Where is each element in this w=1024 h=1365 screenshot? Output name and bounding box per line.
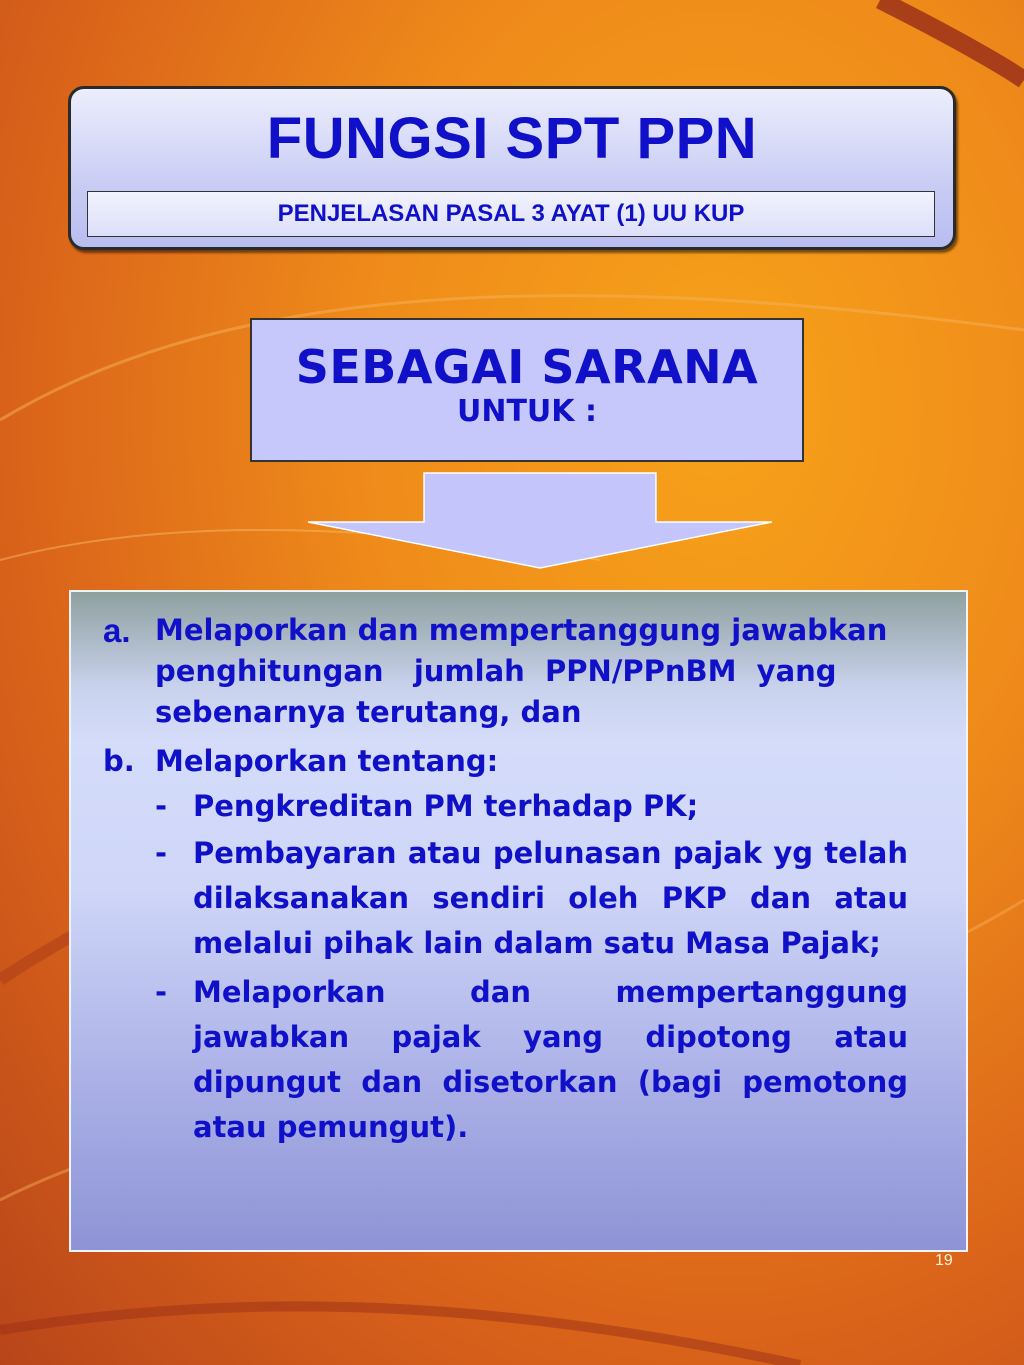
page-number: 19 [935,1252,953,1269]
sarana-subtitle: UNTUK : [457,394,597,429]
content-list [103,610,908,1150]
sarana-box [250,318,804,462]
dash-marker: - [155,975,168,1009]
page-subtitle: PENJELASAN PASAL 3 AYAT (1) UU KUP [87,191,935,237]
down-arrow-icon [300,470,780,572]
dash-marker: - [155,836,168,870]
title-panel [68,86,956,250]
list-item-b [103,741,908,782]
list-item-line: sebenarnya terutang, dan [155,695,582,729]
dash-marker: - [155,789,168,823]
sub-item [103,970,908,1150]
list-marker: b. [103,744,135,778]
list-item-line: penghitungan jumlah PPN/PPnBM yang [155,654,837,688]
list-marker: a. [103,612,131,649]
sarana-title: SEBAGAI SARANA [295,340,759,394]
sub-item-text: Melaporkan dan mempertanggung jawabkan pajak yang dipotong atau dipungut dan disetorkan (bagi pemotong atau pemungut). [193,975,908,1144]
content-box [69,590,968,1252]
sub-item-text: Pembayaran atau pelunasan pajak yg telah dilaksanakan sendiri oleh PKP dan atau melalui pihak lain dalam satu Masa Pajak; [193,836,908,960]
sub-item [103,831,908,966]
list-item-text: Melaporkan tentang: [155,744,499,778]
page-title: FUNGSI SPT PPN [266,106,758,171]
sub-item-text: Pengkreditan PM terhadap PK; [193,789,699,823]
sub-item [103,786,908,827]
list-item-a [103,610,908,733]
list-item-line: Melaporkan dan mempertanggung jawabkan [155,613,888,647]
